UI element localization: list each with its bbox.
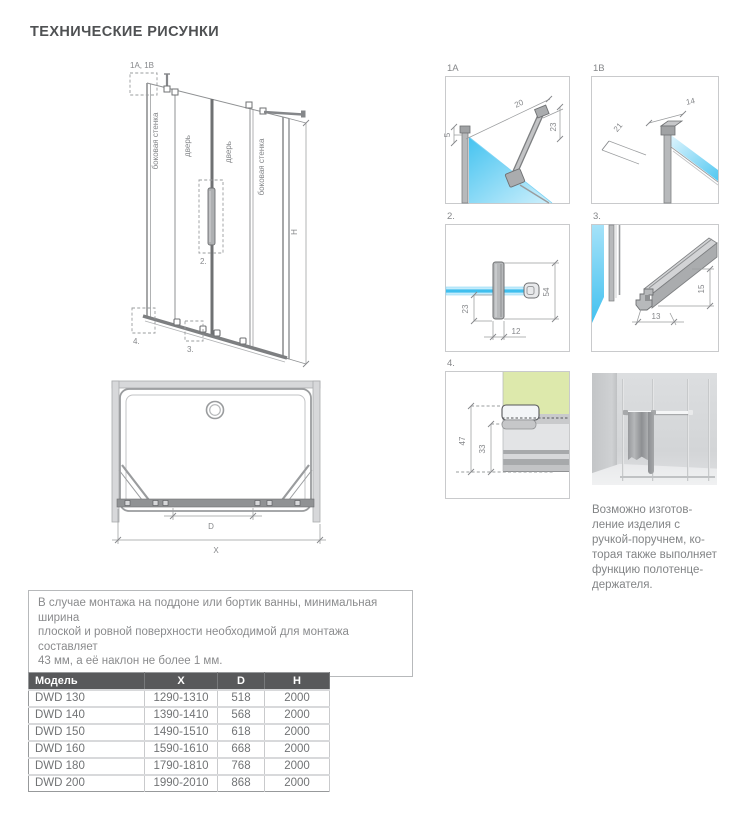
dim-x-label: X <box>213 546 219 555</box>
handle-knob <box>524 283 539 298</box>
glass-panel <box>671 135 718 181</box>
table-cell: DWD 130 <box>29 690 145 707</box>
detail-3-drawing <box>592 225 718 351</box>
panel-label-side-wall-right: боковая стенка <box>257 138 266 196</box>
panel-label-door-1: дверь <box>183 135 192 157</box>
handle-bar <box>493 262 504 319</box>
table-cell: 1390-1410 <box>145 707 218 724</box>
dim-21: 21 <box>611 121 625 134</box>
table-cell: 618 <box>218 724 265 741</box>
table-cell: 2000 <box>265 758 330 775</box>
installation-note: В случае монтажа на поддоне или бортик ванны, минимальная ширина плоской и ровной поверхности необходимой для монтажа составляет 43 мм, а её наклон не более 1 мм. <box>28 590 413 677</box>
table-row <box>29 741 330 758</box>
wall-profile <box>609 225 614 301</box>
ref-label-4: 4. <box>133 337 140 346</box>
handle-icon <box>208 188 215 245</box>
detail-4 <box>445 358 570 499</box>
dim-14: 14 <box>685 96 696 107</box>
dim-5: 5 <box>443 132 452 138</box>
dim-23: 23 <box>461 304 470 314</box>
table-row <box>29 758 330 775</box>
main-perspective-drawing <box>113 57 343 377</box>
size-table-body <box>29 690 330 792</box>
panel-label-door-2: дверь <box>224 141 233 163</box>
table-cell: DWD 200 <box>29 775 145 792</box>
dim-15: 15 <box>697 284 706 294</box>
glass-panel <box>592 225 604 323</box>
detail-2 <box>445 211 570 352</box>
table-cell: DWD 180 <box>29 758 145 775</box>
dim-13: 13 <box>651 312 661 321</box>
dim-20: 20 <box>513 97 525 110</box>
ref-label-1a1b: 1A, 1B <box>130 61 155 70</box>
rail-cap <box>623 410 628 415</box>
table-row <box>29 724 330 741</box>
table-cell: 2000 <box>265 707 330 724</box>
table-cell: 2000 <box>265 690 330 707</box>
page-title: ТЕХНИЧЕСКИЕ РИСУНКИ <box>30 24 220 40</box>
dim-h-label: H <box>290 229 299 235</box>
drain-icon <box>207 402 224 419</box>
detail-1b-label: 1B <box>593 63 605 74</box>
detail-2-label: 2. <box>447 211 455 222</box>
dim-12: 12 <box>511 327 521 336</box>
table-cell: 668 <box>218 741 265 758</box>
detail-1b-drawing <box>592 77 718 203</box>
size-table <box>28 672 330 792</box>
table-cell: 1790-1810 <box>145 758 218 775</box>
ref-box-4 <box>132 308 155 333</box>
table-header-row <box>29 673 330 691</box>
glass-edge-line <box>708 379 710 481</box>
wall-profile <box>664 133 671 203</box>
panel-label-side-wall-left: боковая стенка <box>151 112 160 170</box>
table-cell: 2000 <box>265 741 330 758</box>
table-cell: 518 <box>218 690 265 707</box>
table-cell: 1290-1310 <box>145 690 218 707</box>
table-cell: DWD 140 <box>29 707 145 724</box>
detail-1b <box>591 63 719 204</box>
dim-h <box>290 120 309 367</box>
dim-33: 33 <box>478 444 487 454</box>
detail-1a-drawing <box>443 77 569 203</box>
detail-1a-label: 1A <box>447 63 459 74</box>
ref-label-2: 2. <box>200 257 207 266</box>
detail-4-label: 4. <box>447 358 455 369</box>
plan-view-drawing <box>100 358 340 563</box>
dim-23: 23 <box>549 122 558 132</box>
table-cell: 1990-2010 <box>145 775 218 792</box>
detail-3 <box>591 211 719 352</box>
dim-54: 54 <box>542 287 551 297</box>
table-row <box>29 707 330 724</box>
col-header-x: X <box>145 673 218 691</box>
table-cell: DWD 150 <box>29 724 145 741</box>
plan-bottom-rail <box>117 499 314 507</box>
towel-strand <box>648 412 654 474</box>
table-cell: DWD 160 <box>29 741 145 758</box>
dim-d-label: D <box>208 522 214 531</box>
glass-edge-line <box>622 379 624 481</box>
detail-4-drawing <box>446 372 569 498</box>
photo-bottom-rail <box>620 476 715 478</box>
col-header-h: H <box>265 673 330 691</box>
table-row <box>29 690 330 707</box>
table-cell: 1490-1510 <box>145 724 218 741</box>
wall-bracket-icon <box>164 74 266 114</box>
table-row <box>29 775 330 792</box>
photo-caption: Возможно изготов- ление изделия с ручкой-поручнем, ко- торая также выполняет функцию полотенце- держателя. <box>592 504 717 591</box>
detail-3-label: 3. <box>593 211 601 222</box>
col-header-d: D <box>218 673 265 691</box>
glass-edge-line <box>687 379 689 481</box>
dim-47: 47 <box>458 436 467 446</box>
detail-2-drawing <box>446 225 569 351</box>
wall-profile <box>462 131 468 203</box>
rail-cap <box>688 410 693 415</box>
product-photo <box>592 373 717 485</box>
table-cell: 568 <box>218 707 265 724</box>
bottom-rail <box>143 316 287 358</box>
detail-1a <box>443 63 570 204</box>
col-header-model: Модель <box>29 673 145 691</box>
table-cell: 868 <box>218 775 265 792</box>
table-cell: 1590-1610 <box>145 741 218 758</box>
ref-label-3: 3. <box>187 345 194 354</box>
table-cell: 2000 <box>265 775 330 792</box>
table-cell: 768 <box>218 758 265 775</box>
table-cell: 2000 <box>265 724 330 741</box>
rail-cross-section <box>636 289 653 310</box>
